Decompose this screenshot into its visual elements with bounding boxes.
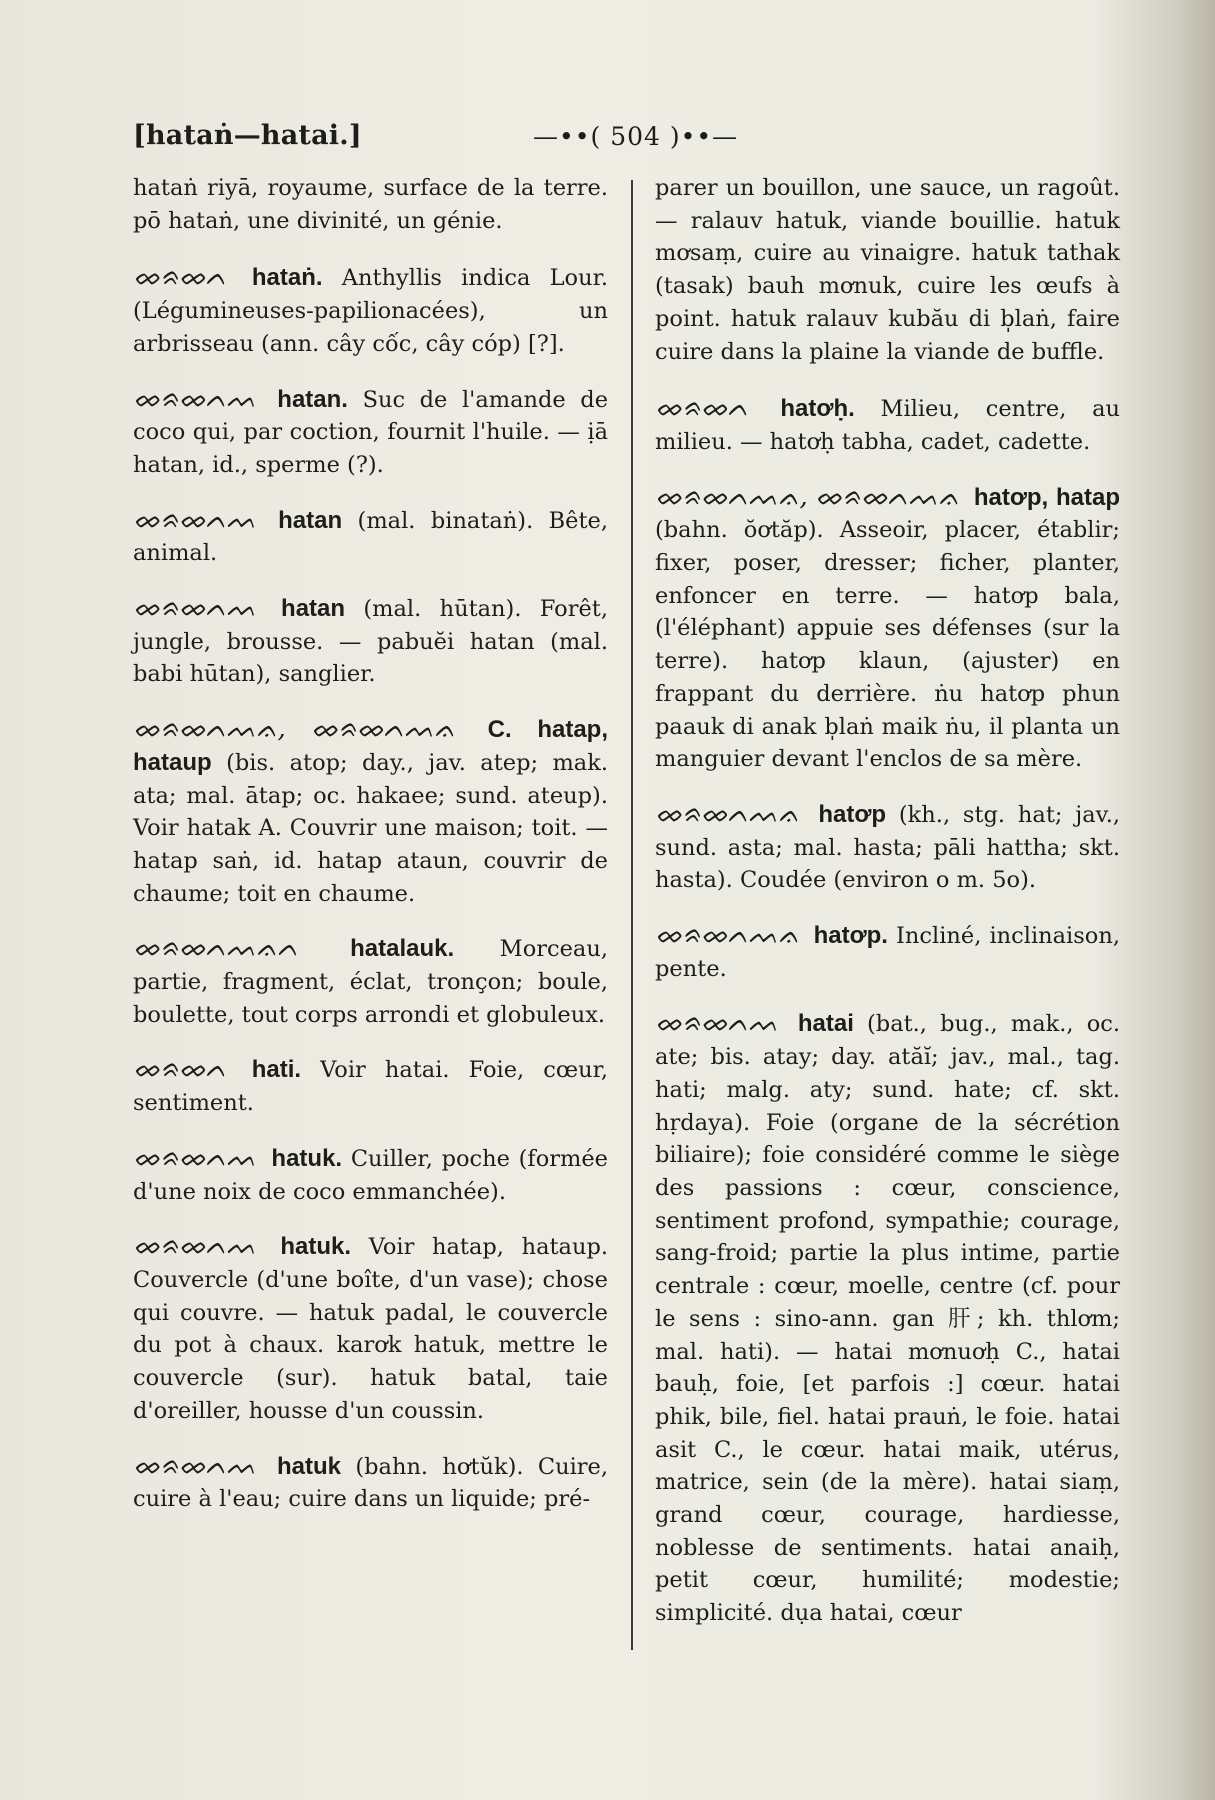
headword: hatơp.: [813, 922, 888, 950]
cham-script: ᨖᨑᨖᨈᨓ: [133, 1450, 257, 1481]
headword: hatơḥ.: [780, 395, 855, 423]
definition: (mal. hūtan). Forêt, jungle, brousse. — pabuĕi hatan (mal. babi hūtan), sanglier.: [133, 596, 608, 688]
dictionary-entry: [133, 1053, 608, 1119]
definition: Anthyllis indica Lour. (Légumineuses-papilionacées), un arbrisseau (ann. cây cốc, cây cóp) [?].: [133, 265, 609, 357]
definition: (mal. binataṅ). Bête, animal.: [133, 507, 608, 567]
cham-script: ᨖᨑᨖᨈᨓᨊ, ᨖᨑᨖᨈᨓᨊ: [133, 714, 456, 745]
page-number: —••( 504 )••—: [533, 122, 739, 151]
headword: hatơp: [818, 800, 887, 828]
headword: hatalauk.: [350, 935, 455, 963]
headword: hatan: [281, 595, 346, 623]
headword: hatai: [797, 1010, 854, 1038]
right-column: [655, 172, 1120, 1652]
headword: hataṅ.: [251, 264, 323, 292]
definition: Cuiller, poche (formée d'une noix de coco emmanchée).: [133, 1145, 609, 1205]
definition: (bat., bug., mak., oc. ate; bis. atay; day. atăĭ; jav., mal., tag. hati; malg. aty; sund. hate; cf. skt. hṛdaya). Foie (organe de la sécrétion biliaire); foie considéré comme le siège des passions : cœur, conscience, sentiment profond, sympathie; courage, sang-froid; partie la plus intime, partie centrale : cœur, moelle, centre (cf. pour le sens : sino-ann. gan 肝; kh. thlơm; mal. hati). — hatai mơnuơḥ C., hatai bauḥ, foie, [et parfois :] cœur. hatai phik, bile, fiel. hatai prauṅ, le foie. hatai asit C., le cœur. hatai maik, utérus, matrice, sein (de la mère). hatai siaṃ, grand cœur, courage, hardiesse, noblesse de sentiments. hatai anaiḥ, petit cœur, humilité; modestie; simplicité. dụa hatai, cœur: [655, 1011, 1120, 1627]
definition: (kh., stg. hat; jav., sund. asta; mal. hasta; pāli hattha; skt. hasta). Coudée (environ o m. 5o).: [655, 801, 1121, 894]
definition: (bahn. ŏơtăp). Asseoir, placer, établir; fixer, poser, dresser; ficher, planter, enfoncer en terre. — hatơp bala, (l'éléphant) appuie ses défenses (sur la terre). hatơp klaun, (ajuster) en frappant du derrière. ṅu hatơp phun paauk di anak b̩laṅ maik ṅu, il planta un manguier devant l'enclos de sa mère.: [655, 517, 1120, 773]
definition: Incliné, inclinaison, pente.: [655, 923, 1120, 982]
headword: hatuk.: [271, 1144, 343, 1172]
cham-script: ᨖᨑᨖᨈ: [133, 262, 227, 293]
dictionary-entry: [133, 1230, 608, 1427]
dictionary-entry: [655, 481, 1120, 776]
definition: (bis. atop; day., jav. atep; mak. ata; mal. ātap; oc. hakaee; sund. ateup). Voir hatak A. Couvrir une maison; toit. — hatap saṅ, id. hatap ataun, couvrir de chaume; toit en chaume.: [133, 749, 609, 907]
cham-script: ᨖᨑᨖᨈᨓ: [133, 504, 257, 535]
headword: hatan: [278, 506, 343, 534]
headword: hatuk.: [280, 1233, 352, 1261]
dictionary-entry: [133, 1142, 608, 1208]
continuation-text: hataṅ riyā, royaume, surface de la terre. pō hataṅ, une divinité, un génie.: [133, 175, 608, 234]
cham-script: ᨖᨑᨖᨈᨓ: [133, 1142, 257, 1173]
cham-script: ᨖᨑᨖᨈ: [655, 393, 749, 424]
cham-script: ᨖᨑᨖᨈᨓ: [655, 1008, 779, 1039]
cham-script: ᨖᨑᨖᨈ: [133, 1054, 227, 1085]
dictionary-entry: [133, 383, 608, 482]
column-divider: [631, 180, 633, 1650]
headword: hatuk: [277, 1452, 342, 1480]
headword: hati.: [251, 1056, 302, 1084]
dictionary-entry: [133, 261, 608, 360]
cham-script: ᨖᨑᨖᨈᨓ: [133, 383, 257, 414]
page-header: [133, 120, 1133, 170]
cham-script: ᨖᨑᨖᨈᨓᨊ, ᨖᨑᨖᨈᨓᨊ: [655, 481, 960, 512]
definition: Suc de l'amande de coco qui, par coction, fournit l'huile. — ịā hatan, id., sperme (?).: [133, 386, 609, 478]
dictionary-entry: [655, 392, 1120, 458]
definition: Voir hatap, hataup. Couvercle (d'une boîte, d'un vase); chose qui couvre. — hatuk padal, le couvercle du pot à chaux. karơk hatuk, mettre le couvercle (sur). hatuk batal, taie d'oreiller, housse d'un coussin.: [133, 1234, 608, 1424]
cham-script: ᨖᨑᨖᨈᨓᨊᨈ: [133, 933, 299, 964]
cham-script: ᨖᨑᨖᨈᨓᨊ: [655, 920, 800, 951]
dictionary-entry: [655, 1007, 1120, 1629]
headword: hatan.: [277, 385, 348, 413]
dictionary-entry: [133, 592, 608, 691]
definition: (bahn. hơtŭk). Cuire, cuire à l'eau; cuire dans un liquide; pré-: [133, 1453, 608, 1513]
dictionary-entry: [133, 713, 608, 910]
left-column: [133, 172, 608, 1538]
headword: hatơp, hatap: [973, 483, 1120, 511]
dictionary-entry: [655, 798, 1120, 897]
dictionary-entry: [655, 919, 1120, 985]
definition: Morceau, partie, fragment, éclat, tronçon; boule, boulette, tout corps arrondi et globuleux.: [133, 936, 608, 1028]
continuation-text: parer un bouillon, une sauce, un ragoût. — ralauv hatuk, viande bouillie. hatuk mơsaṃ, cuire au vinaigre. hatuk tathak (tasak) bauh mơnuk, cuire les œufs à point. hatuk ralauv kubău di b̩laṅ, faire cuire dans la plaine la viande de buffle.: [655, 175, 1120, 365]
cham-script: ᨖᨑᨖᨈᨓ: [133, 1231, 257, 1262]
dictionary-entry: [133, 1450, 608, 1516]
cham-script: ᨖᨑᨖᨈᨓᨊ: [655, 798, 800, 829]
dictionary-entry: [133, 504, 608, 570]
definition: Milieu, centre, au milieu. — hatơḥ tabha, cadet, cadette.: [655, 396, 1120, 455]
running-head: [hataṅ—hatai.]: [133, 120, 362, 151]
headword: C. hatap, hataup: [133, 716, 608, 776]
dictionary-entry: [133, 932, 608, 1031]
cham-script: ᨖᨑᨖᨈᨓ: [133, 593, 257, 624]
definition: Voir hatai. Foie, cœur, sentiment.: [133, 1057, 609, 1117]
